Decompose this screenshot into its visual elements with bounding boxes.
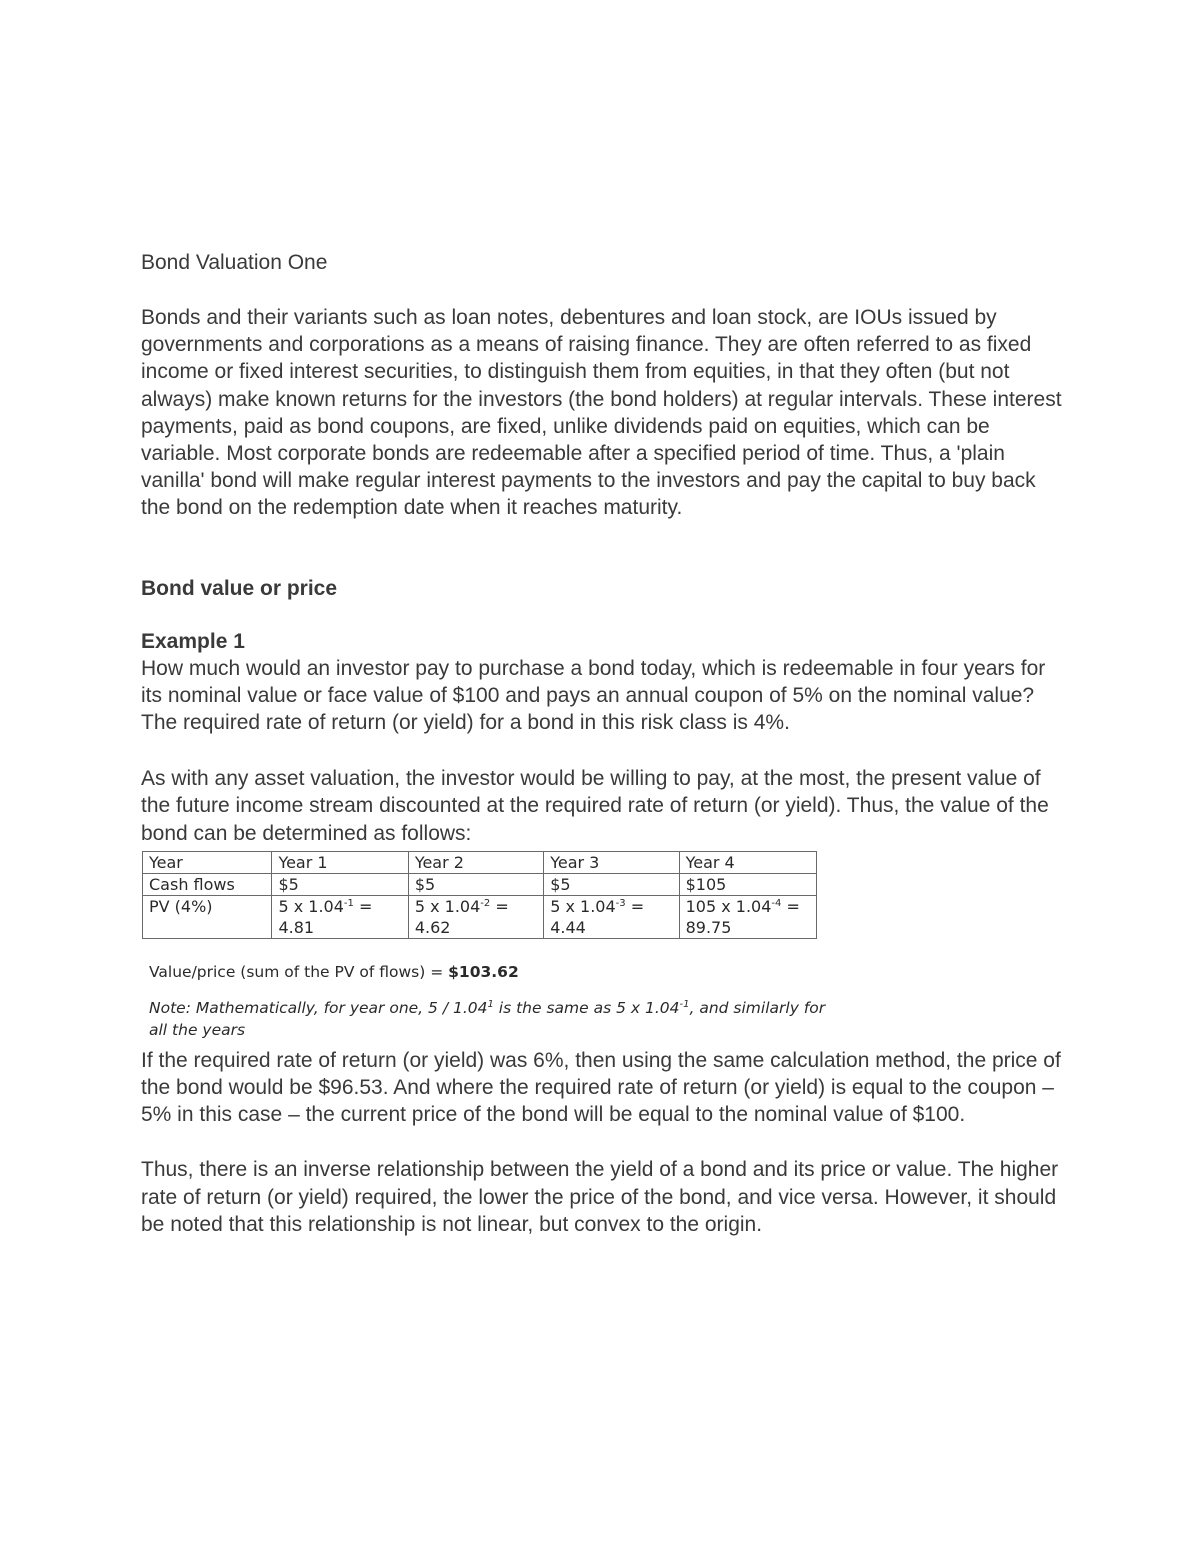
pv-value: 4.62 (414, 917, 451, 937)
required-rate-paragraph: If the required rate of return (or yield) was 6%, then using the same calculation method, the price of the bond would be $96.53. And where the required rate of return (or yield) is equal to the coupon – 5% in this case – the current price of the bond will be equal to the nominal value of $100. (141, 1048, 1061, 1127)
pv-formula-exponent: -1 (343, 897, 354, 909)
table-cell: Cash flows (143, 873, 272, 895)
table-cell: Year 3 (544, 851, 679, 873)
section-heading: Bond value or price (141, 576, 338, 600)
inverse-relationship-paragraph: Thus, there is an inverse relationship between the yield of a bond and its price or value. The higher rate of return (or yield) required, the lower the price of the bond, and vice versa. However, it should be noted that this relationship is not linear, but convex to the origin. (141, 1158, 1059, 1236)
table-cell: $5 (544, 873, 679, 895)
table-cell: Year 4 (679, 851, 816, 873)
pv-cell-year-2 (408, 895, 543, 938)
table-header-row (143, 851, 817, 873)
pv-cell-year-1 (272, 895, 408, 938)
table-cell: $105 (679, 873, 816, 895)
pv-value: 4.44 (550, 917, 586, 937)
pv-formula-tail: = (625, 896, 645, 916)
pv-formula-exponent: -2 (480, 897, 491, 909)
value-price-label: Value/price (sum of the PV of flows) = (149, 962, 449, 981)
asset-valuation-paragraph: As with any asset valuation, the investor would be willing to pay, at the most, the present value of the future income stream discounted at the required rate of return (or yield). Thus, the value of the bond can be determined as follows: (141, 767, 1049, 845)
pv-formula-tail: = (490, 896, 509, 916)
table-cell: Year 1 (272, 851, 408, 873)
pv-value: 89.75 (685, 917, 732, 937)
pv-cell-year-3 (544, 895, 679, 938)
math-note (149, 997, 829, 1041)
document-page (141, 248, 1066, 1238)
table-cell: Year (143, 851, 272, 873)
pv-formula-base: 105 x 1.04 (685, 896, 772, 916)
value-price-line (149, 961, 1066, 983)
pv-value: 4.81 (278, 917, 315, 937)
table-cell: $5 (408, 873, 543, 895)
note-exponent: -1 (679, 998, 690, 1010)
note-text: Note: Mathematically, for year one, 5 / 1.04 (149, 998, 488, 1017)
example-heading: Example 1 (141, 629, 245, 653)
pv-cell-year-4 (679, 895, 816, 938)
value-price-amount: $103.62 (448, 962, 519, 981)
pv-formula-base: 5 x 1.04 (278, 896, 344, 916)
note-exponent: 1 (487, 998, 494, 1010)
present-value-table (142, 851, 817, 939)
note-text: , and similarly for all the years (149, 998, 826, 1039)
example-paragraph: How much would an investor pay to purchase a bond today, which is redeemable in four years for its nominal value or face value of $100 and pays an annual coupon of 5% on the nominal value? The required rate of return (or yield) for a bond in this risk class is 4%. (141, 656, 1046, 735)
pv-formula-exponent: -4 (771, 897, 782, 909)
table-row-cash-flows (143, 873, 817, 895)
table-cell: PV (4%) (143, 895, 272, 938)
note-text: is the same as 5 x 1.04 (493, 998, 680, 1017)
pv-formula-tail: = (781, 896, 800, 916)
table-cell: $5 (272, 873, 408, 895)
pv-formula-exponent: -3 (615, 897, 626, 909)
intro-paragraph: Bonds and their variants such as loan notes, debentures and loan stock, are IOUs issued by governments and corporations as a means of raising finance. They are often referred to as fixed income or fixed interest securities, to distinguish them from equities, in that they often (but not always) make known returns for the investors (the bond holders) at regular intervals. These interest payments, paid as bond coupons, are fixed, unlike dividends paid on equities, which can be variable. Most corporate bonds are redeemable after a specified period of time. Thus, a 'plain vanilla' bond will make regular interest payments to the investors and pay the capital to buy back the bond on the redemption date when it reaches maturity. (141, 306, 1062, 520)
table-row-present-value (143, 895, 817, 938)
table-cell: Year 2 (408, 851, 543, 873)
pv-formula-tail: = (353, 896, 373, 916)
document-title: Bond Valuation One (141, 251, 328, 274)
pv-formula-base: 5 x 1.04 (414, 896, 481, 916)
pv-formula-base: 5 x 1.04 (550, 896, 616, 916)
